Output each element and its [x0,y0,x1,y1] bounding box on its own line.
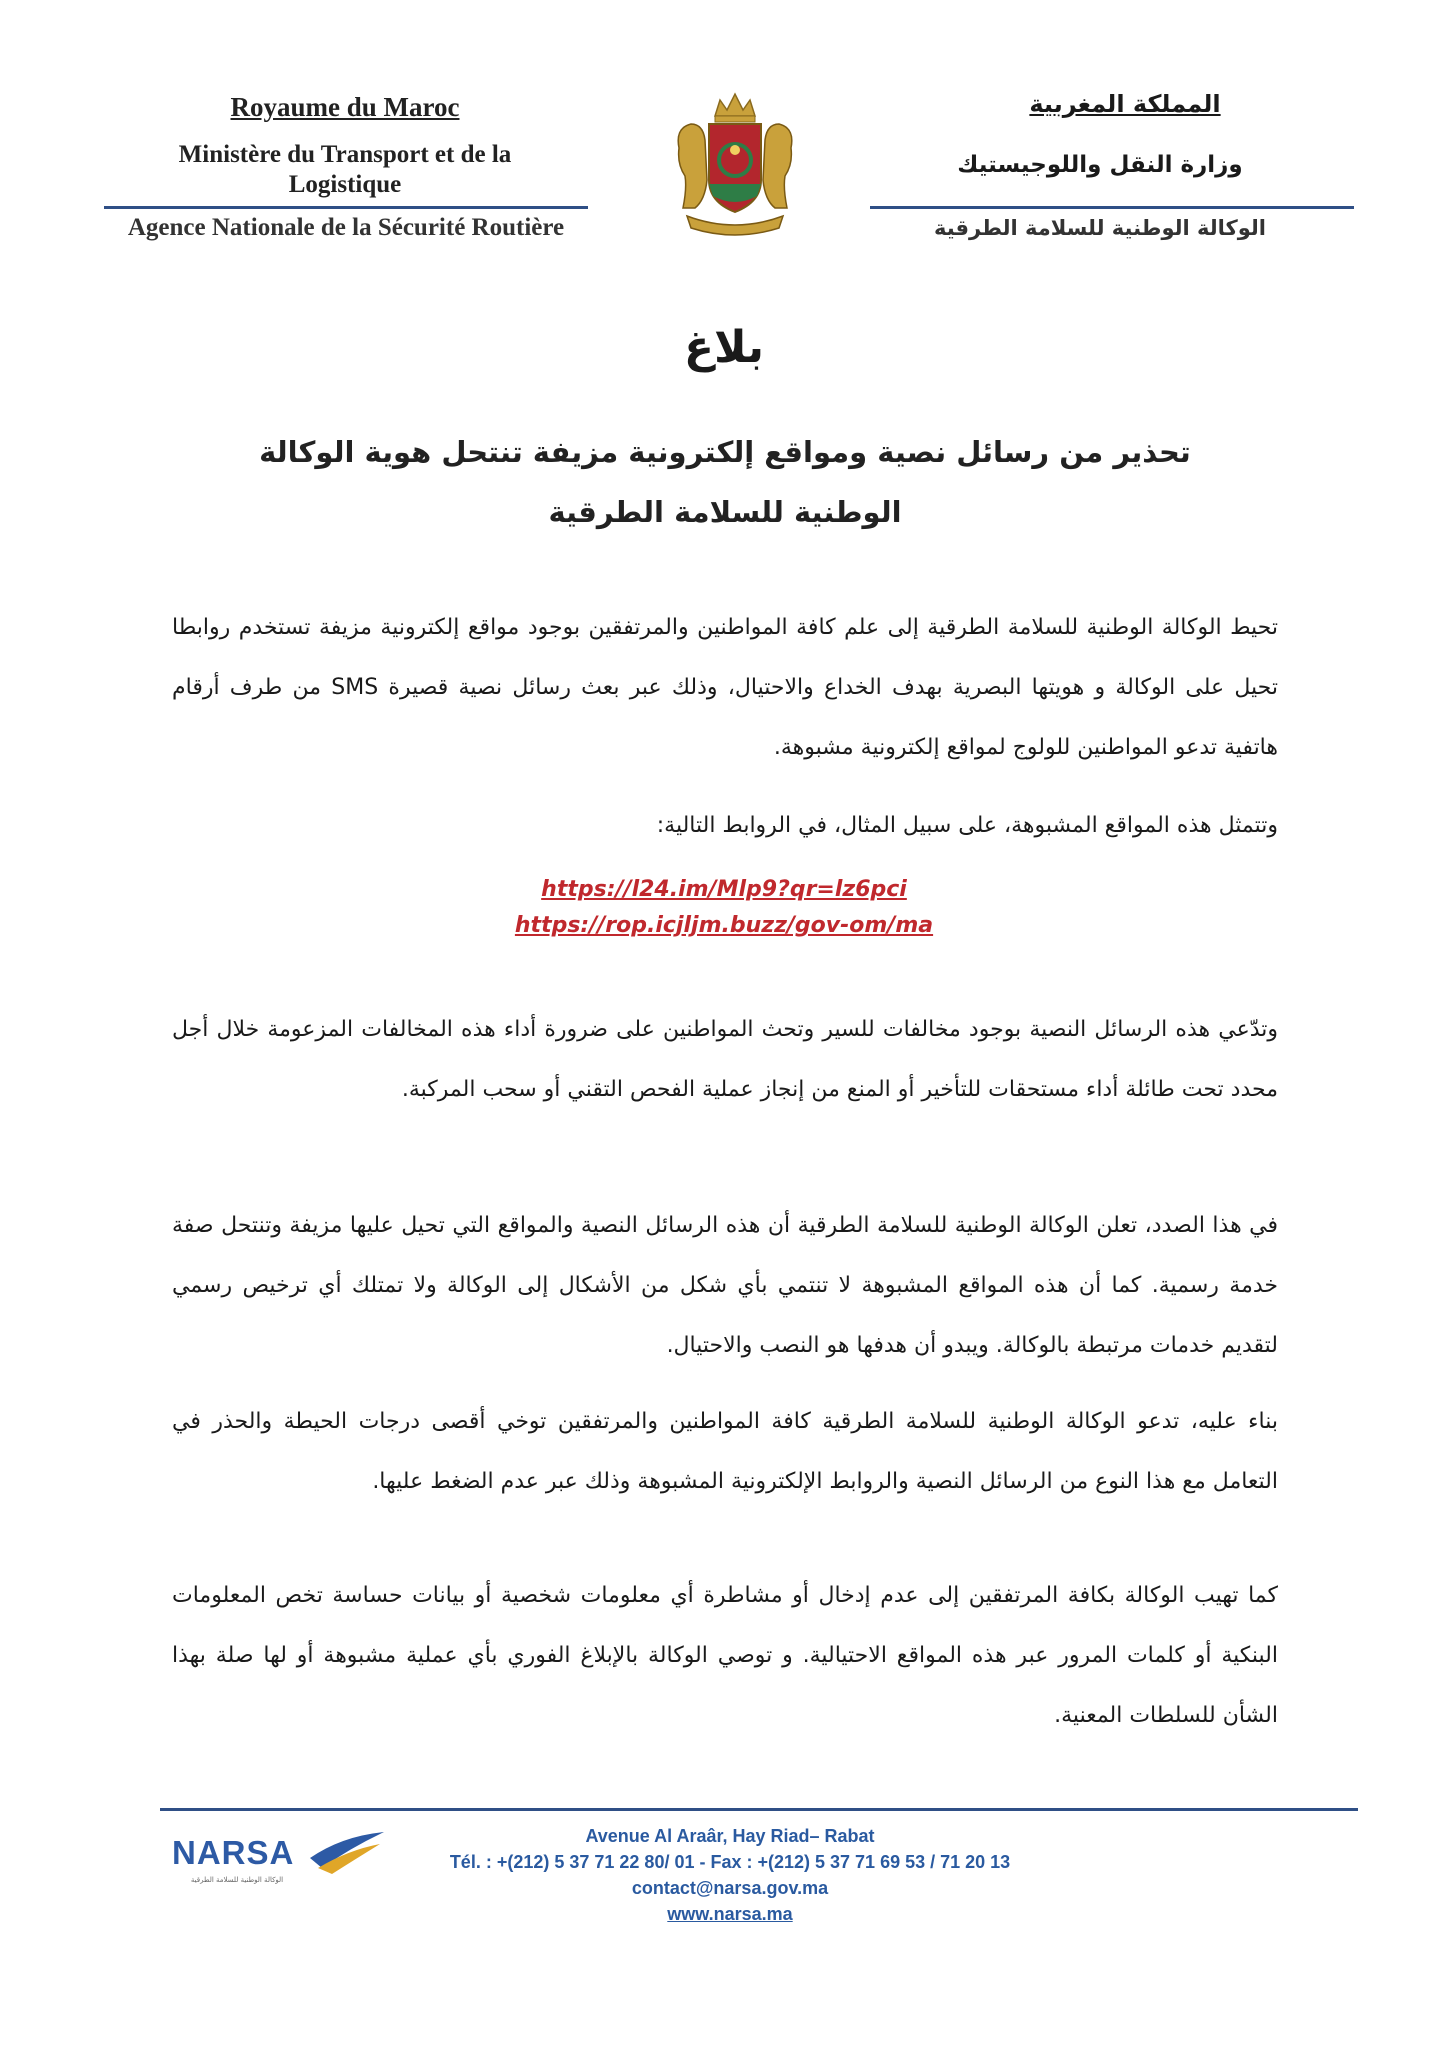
footer-email-link[interactable]: contact@narsa.gov.ma [631,1878,829,1898]
footer-address: Avenue Al Araâr, Hay Riad– Rabat [585,1826,875,1846]
paragraph-statement: في هذا الصدد، تعلن الوكالة الوطنية للسلامة الطرقية أن هذه الرسائل النصية والمواقع التي تحيل عليها مزيفة وتنتحل صفة خدمة رسمية. كما أن هذه المواقع المشبوهة لا تنتمي بأي شكل من الأشكال إلى الوكالة ولا تمتلك أي ترخيص رسمي لتقديم خدمات مرتبطة بالوكالة. ويبدو أن هدفها هو النصب والاحتيال. [172,1213,1278,1358]
header-fr-agency: Agence Nationale de la Sécurité Routière [127,214,565,241]
header-fr-country: Royaume du Maroc [230,92,460,122]
document-title: بلاغ [684,322,764,373]
header-ar-country: المملكة المغربية [1029,90,1221,118]
header-ar-ministry: وزارة النقل واللوجيستيك [957,152,1243,178]
paragraph-intro: تحيط الوكالة الوطنية للسلامة الطرقية إلى علم كافة المواطنين والمرتفقين بوجود مواقع إلكترونية مزيفة تستخدم روابطا تحيل على الوكالة و هويتها البصرية بهدف الخداع والاحتيال، وذلك عبر بعث رسائل نصية قصيرة SMS من طرف أرقام هاتفية تدعو المواطنين للولوج لمواقع إلكترونية مشبوهة. [172,615,1279,760]
suspicious-link-2[interactable]: https://rop.icjljm.buzz/gov-om/ma [514,913,934,938]
paragraph-examples: وتتمثل هذه المواقع المشبوهة، على سبيل المثال، في الروابط التالية: [656,813,1278,838]
header-fr-divider [104,206,588,209]
narsa-logo-subtitle: الوكالة الوطنية للسلامة الطرقية [190,1876,284,1884]
paragraph-claims: وتدّعي هذه الرسائل النصية بوجود مخالفات للسير وتحث المواطنين على ضرورة أداء هذه المخالفات المزعومة خلال أجل محدد تحت طائلة أداء مستحقات للتأخير أو المنع من إنجاز عملية الفحص التقني أو سحب المركبة. [172,1017,1278,1102]
header-ar-agency: الوكالة الوطنية للسلامة الطرقية [934,216,1266,240]
coat-of-arms-emblem [665,88,805,238]
document-subtitle: تحذير من رسائل نصية ومواقع إلكترونية مزيفة تنتحل هوية الوكالة الوطنية للسلامة الطرقية [259,435,1191,529]
footer-website-link[interactable]: www.narsa.ma [667,1904,793,1924]
footer-divider [160,1808,1358,1811]
footer-phone-fax: Tél. : +(212) 5 37 71 22 80/ 01 - Fax : +(212) 5 37 71 69 53 / 71 20 13 [449,1852,1011,1872]
suspicious-link-1[interactable]: https://l24.im/Mlp9?qr=lz6pci [541,877,907,902]
suspicious-links [474,872,974,944]
paragraph-advice: كما تهيب الوكالة بكافة المرتفقين إلى عدم إدخال أو مشاطرة أي معلومات شخصية أو بيانات حساسة تخص المعلومات البنكية أو كلمات المرور عبر هذه المواقع الاحتيالية. و توصي الوكالة بالإبلاغ الفوري بأي عملية مشبوهة أو لها صلة بهذا الشأن للسلطات المعنية. [172,1583,1278,1728]
header-ar-divider [870,206,1354,209]
header-fr-ministry: Ministère du Transport et de la Logistique [178,141,512,198]
paragraph-caution: بناء عليه، تدعو الوكالة الوطنية للسلامة الطرقية كافة المواطنين والمرتفقين توخي أقصى درجات الحيطة والحذر في التعامل مع هذا النوع من الرسائل النصية والروابط الإلكترونية المشبوهة وذلك عبر عدم الضغط عليها. [172,1409,1278,1494]
narsa-logo-text: NARSA [172,1834,295,1871]
